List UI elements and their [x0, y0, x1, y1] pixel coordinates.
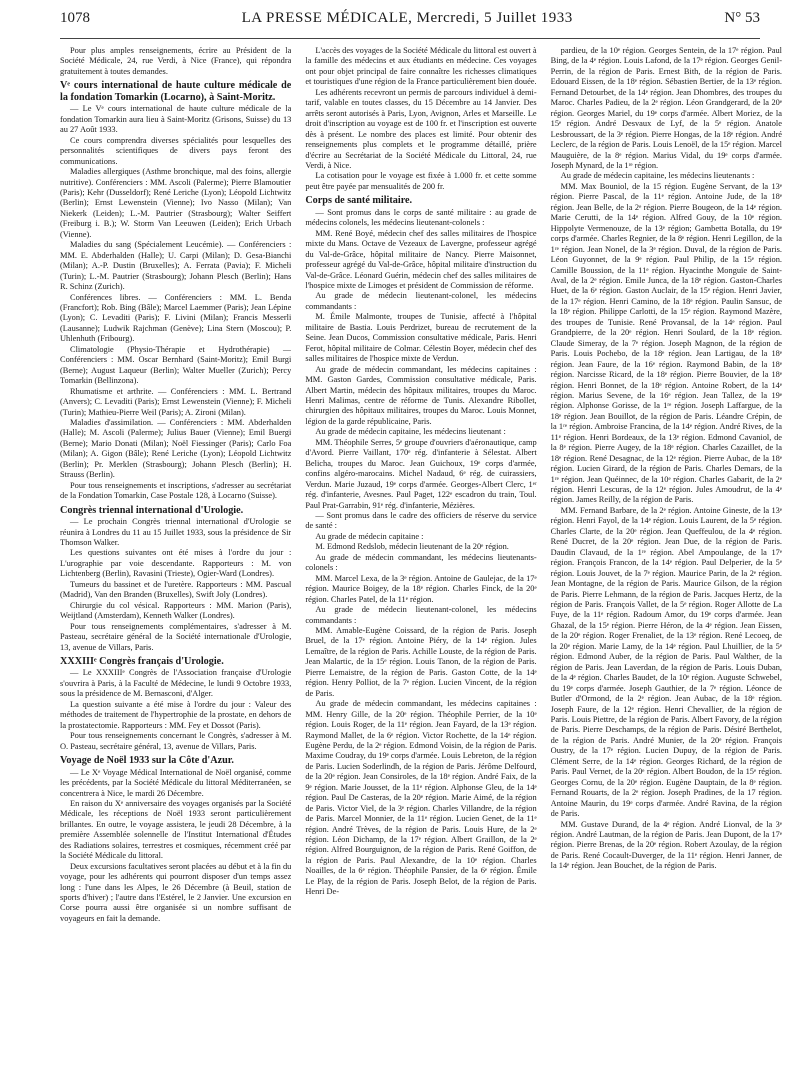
paragraph: Au grade de médecin capitaine :: [315, 531, 424, 541]
section-heading: XXXIIIᵉ Congrès français d'Urologie.: [60, 655, 224, 667]
paragraph: M. Edmond Redslob, médecin lieutenant de la 20ᵉ région.: [315, 542, 509, 552]
paragraph: Les questions suivantes ont été mises à l'ordre du jour : L'urographie par voie descendante. Rapporteurs : M. von Lichtenberg (Berlin), Ravasini (Trieste), Ogier-Ward (Londres).: [60, 548, 292, 579]
paragraph: MM. René Boyé, médecin chef des salles militaires de l'hospice mixte du Mans. Octave de Vezeaux de Lavergne, professeur agrégé du Val-de-Grâce, hôpital militaire de Nancy. Pierre Maisonnet, professeur agrégé du Val-de-Grâce, hôpital militaire d'instruction du Val-de-Grâce. Léonard Guérin, médecin chef des salles militaires de l'hospice mixte de Limoges et président de Commission de réforme.: [305, 228, 537, 291]
paragraph: Maladies allergiques (Asthme bronchique, mal des foins, allergie nutritive). Conférenciers : MM. Ascoli (Palerme); Pierre Blamoutier (Paris); Kehr (Dusseldorf); René Leriche (Lyon); Léopold Lichtwitz (Berlin); Ernst Lewenstein (Vienne); Ivo Nasso (Milan); Van Niekerk (Leiden); L.-M. Pautrier (Strasbourg); Walter Seiffert (Freiburg i. B.); W. Storm Van Leeuwen (Leiden); Erich Urbach (Vienne).: [60, 167, 292, 239]
section-heading: Corps de santé militaire.: [305, 195, 413, 207]
page-number: 1078: [60, 10, 90, 26]
paragraph: Pour plus amples renseignements, écrire au Président de la Société Médicale, 24, rue Verdi, à Nice (France), qui répondra gratuitement à toutes demandes.: [60, 46, 292, 76]
paragraph: MM. Gustave Durand, de la 4ᵉ région. André Lionval, de la 3ᵉ région. André Lautman, de la région de Paris. Jean Dupont, de la 17ᵉ région. Pierre Brenas, de la 20ᵉ région. Robert Azoulay, de la région de Paris. René Cocault-Duverger, de la 11ᵉ région. Henri Janner, de la 14ᵉ région. Jean Bouchet, de la région de Paris.: [550, 819, 782, 871]
paragraph: M. Émile Malmonte, troupes de Tunisie, affecté à l'hôpital militaire de Bastia. Louis Perdrizet, bureau de recrutement de la Seine. Jean Ducos, Commission consultative médicale, Paris. Henri Ferot, hôpital militaire de Colmar. Célestin Boyer, médecin chef des salles militaires de l'hospice mixte de Verdun.: [305, 312, 537, 364]
paragraph: La cotisation pour le voyage est fixée à 1.000 fr. et cette somme peut être payée par mensualités de 200 fr.: [305, 171, 537, 191]
paragraph: Au grade de médecin lieutenant-colonel, les médecins commandants :: [305, 605, 537, 625]
paragraph: — Sont promus dans le cadre des officiers de réserve du service de santé :: [305, 510, 537, 531]
section-heading: Voyage de Noël 1933 sur la Côte d'Azur.: [60, 755, 234, 767]
paragraph: En raison du Xᵉ anniversaire des voyages organisés par la Société Médicale, les réceptions de Noël 1933 seront particulièrement brillantes. En outre, le voyage assistera, le jeudi 28 Décembre, à la première Assemblée solennelle de l'Institut International d'Études des Radiations solaires, terrestres et cosmiques, récemment créé par la Société Médicale du littoral.: [60, 798, 292, 861]
paragraph: Au grade de médecin commandant, les médecins capitaines : MM. Henry Gille, de la 20ᵉ région. Théophile Perrier, de la 10ᵉ région. Louis Roger, de la 11ᵉ région. Jean Fayard, de la 13ᵉ région. Raymond Mallet, de la 6ᵉ région. Victor Rochette, de la 14ᵉ région. Eugène Perdu, de la 2ᵉ région. Edmond Voisin, de la région de Paris. Maxime Coudray, du 19ᵉ corps d'armée. Louis Lebreton, de la région de Paris. Lucien Soderlindh, de la région de Paris. Jérôme Delfourd, de la 20ᵉ région. Jean Consiroles, de la 18ᵉ région. André Faix, de la 9ᵉ région. Marie Jousset, de la 11ᵉ région. Alphonse Gleu, de la 14ᵉ région. Paul De Casteras, de la 20ᵉ région. Marie Aimé, de la région de Paris. Victor Viel, de la 3ᵉ région. Charles Villandre, de la région de Paris. Marcel Monnier, de la 11ᵉ région. Lucien Genet, de la 11ᵉ région. André Trèves, de la région de Paris. Louis Hure, de la 2ᵉ région. Léon Dichamp, de la 17ᵉ région. Albert Graillon, de la 2ᵉ région. Alfred Bourguignon, de la région de Paris. René Goiffon, de la région de Paris. Paul Alexandre, de la 10ᵉ région. Charles Noailles, de la 6ᵉ région. Théophile Pansier, de la 6ᵉ région. Émile Le Play, de la région de Paris. Joseph Belot, de la région de Paris. Henri De-: [305, 699, 537, 897]
paragraph: L'accès des voyages de la Société Médicale du littoral est ouvert à la famille des médecins et aux étudiants en médecine. Ces voyages ont pour objet principal de faire connaître les richesses climatiques et touristiques d'une région de la France particulièrement bien douée.: [305, 46, 537, 87]
paragraph: MM. Max Bouniol, de la 15 région. Eugène Servant, de la 13ᵉ région. Pierre Pascal, de la 11ᵉ région. Antoine Jude, de la 18ᵉ région. Jean Belle, de la 2ᵉ région. Pierre Bougeon, de la 14ᵉ région. Marie Cerutti, de la 14ᵉ région. Alfred Gouy, de la 10ᵉ région. Hippolyte Vermenouze, de la 13ᵉ région; Gambetta Botalla, du 19ᵉ corps d'armée. Charles Regnier, de la 8ᵉ région. Henri Legillon, de la 1ʳᵉ région. Jean Nonel, de la 3ᵉ région. Duval, de la région de Paris. Léon Guyonnet, de la 9ᵉ région. Paul Philip, de la 15ᵉ région. Camille Boussion, de la 11ᵉ région. Hyacinthe Monguïe de Saint-Aval, de la 2ᵉ région. Emile Junca, de la 18ᵉ région. Gaston-Charles Huet, de la 6ᵉ région. Gaston Auclair, de la 15ᵉ région. Henri Javier, de la 17ᵉ région. Henri Camino, de la 18ᵉ région. Paulin Sansuc, de la 18ᵉ région. Philippe Carlotti, de la 15ᵉ région. Raymond Mazère, des troupes de Tunisie. René Provansal, de la 14ᵉ région. Paul Grandpierre, de la 20ᵉ région. Henri Soulard, de la 18ᵉ région. Claude Simeray, de la 7ᵉ région. Joseph Magnon, de la région de Paris. Louis Pochebo, de la 18ᵉ région. Jean Lartigau, de la 18ᵉ région. Jean Faure, de la 16ᵉ région. Raymond Babin, de la 18ᵉ région. Narcisse Ricard, de la 18ᵉ région. Pierre Bouvier, de la 18ᵉ région. Henri Bonnet, de la 18ᵉ région. Antoine Robert, de la 14ᵉ région. Marius Sevene, de la 16ᵉ région. Jean Tallez, de la 19ᵉ région. Alphonse Gorisse, de la 1ʳᵉ région. Joseph Laffargue, de la 18ᵉ région. Jean Bouillot, de la région de Paris. Léandre Crépin, de la 1ʳᵉ région. Ambroise Francina, de la 14ᵉ région. André Rives, de la 11ᵉ région. Henri Bordeaux, de la 13ᵉ région. Edmond Cavaniol, de la 8ᵉ région. Pierre Augey, de la 18ᵉ région. Charles Cazaillet, de la 18ᵉ région. René Desagnac, de la 12ᵉ région. Pierre Aubac, de la 18ᵉ région. Lucien Girard, de la région de Paris. Charles Demars, de la 1ʳᵉ région. Jean Quéinnec, de la 10ᵉ région. Charles Gabarit, de la 2ᵉ région. Henri Lescuras, de la 12ᵉ région. Jules Amoudrut, de la 4ᵉ région. James Reilly, de la région de Paris.: [550, 181, 782, 505]
paragraph: MM. Amable-Eugène Coissard, de la région de Paris. Joseph Bruel, de la 17ᵉ région. Antoine Piéry, de la 14ᵉ région. Jules Lemaître, de la région de Paris. Achille Louste, de la région de Paris. Jean Malartic, de la 15ᵉ région. Louis Tanon, de la région de Paris. Pierre Lemaistre, de la région de Paris. Gaston Cotte, de la 14ᵉ région. Henry Polliot, de la 7ᵉ région. Lucien Vincent, de la région de Paris.: [305, 625, 537, 698]
paragraph: — Le XXXIIIᵉ Congrès de l'Association française d'Urologie s'ouvrira à Paris, à la Faculté de Médecine, le lundi 9 Octobre 1933, sous la présidence de M. Bernasconi, d'Alger.: [60, 668, 292, 699]
paragraph: Au grade de médecin lieutenant-colonel, les médecins commandants :: [305, 291, 537, 311]
paragraph: — Le Xᵉ Voyage Médical International de Noël organisé, comme les précédents, par la Société Médicale du littoral Méditerranéen, se concentrera à Nice, le mardi 26 Décembre.: [60, 767, 292, 798]
paragraph: — Le Vᵉ cours international de haute culture médicale de la fondation Tomarkin aura lieu à Saint-Moritz (Grisons, Suisse) du 13 au 27 Août 1933.: [60, 104, 292, 135]
paragraph: Au grade de médecin capitaine, les médecins lieutenants :: [560, 171, 755, 181]
paragraph: MM. Théophile Serres, 5ᵉ groupe d'ouvriers d'aéronautique, camp d'Avord. Pierre Vaillant, 170ᵉ rég. d'infanterie à Sélestat. Albert Belicha, troupes du Maroc. Jean Guichoux, 19ᵉ corps d'armée, confins algéro-marocains. Michel Nadaud, 6ᵉ rég. de cuirassiers, Verdun. Marie Juzaud, 19ᵉ corps d'armée. Georges-Albert Clerc, 1ᵉʳ rég. d'infanterie, Avesnes. Paul Paget, 122ᵉ escadron du train, Toul. Paul Prat-Garrabin, 91ᵉ rég. d'infanterie, Mézières.: [305, 437, 537, 510]
paragraph: Climatologie (Physio-Thérapie et Hydrothérapie) — Conférenciers : MM. Oscar Bernhard (Saint-Moritz); Emil Burgi (Berne); August Laqueur (Berlin); Walter Mueller (Zurich); Percy Tomarkin (Bellinzona).: [60, 344, 292, 386]
paragraph: Conférences libres. — Conférenciers : MM. L. Benda (Francfort); Rob. Bing (Bâle); Marcel Laemmer (Paris); Jean Lépine (Lyon); C. Levaditi (Paris); F. Livini (Milan); Francis Messerli (Lausanne); Ludwik Rajchman (Genève); Lina Stern (Moscou); P. Uhlenhuth (Fribourg).: [60, 292, 292, 344]
paragraph: Pour tous renseignements concernant le Congrès, s'adresser à M. O. Pasteau, secrétaire général, 13, avenue de Villars, Paris.: [60, 731, 292, 751]
column-1: [60, 46, 291, 1068]
paragraph: MM. Marcel Lexa, de la 3ᵉ région. Antoine de Gaulejac, de la 17ᵉ région. Maurice Boigey, de la 18ᵉ région. Charles Finck, de la 20ᵉ région. Charles Patel, de la 11ᵉ région.: [305, 573, 537, 604]
article-columns: [60, 46, 782, 1068]
paragraph: Au grade de médecin commandant, les médecins lieutenants-colonels :: [305, 552, 537, 573]
paragraph: Au grade de médecin capitaine, les médecins lieutenant :: [315, 427, 506, 437]
paragraph: Tumeurs du bassinet et de l'uretère. Rapporteurs : MM. Pascual (Madrid), Van den Branden (Bruxelles), Swift Joly (Londres).: [60, 579, 292, 600]
paragraph: — Le prochain Congrès triennal international d'Urologie se réunira à Londres du 11 au 15 Juillet 1933, sous la présidence de Sir Thomson Walker.: [60, 517, 292, 547]
paragraph: Au grade de médecin commandant, les médecins capitaines : MM. Gaston Gardes, Commission consultative médicale, Paris. Albert Martin, médecin des hôpitaux militaires, troupes du Maroc. Henri Malimas, centre de réforme de Tunis. Alexandre Ribollet, chirurgien des hôpitaux militaires, troupes du Maroc. Louis Monnet, légion de la garde républicaine, Paris.: [305, 364, 537, 426]
paragraph: La question suivante a été mise à l'ordre du jour : Valeur des méthodes de traitement de l'hypertrophie de la prostate, en dehors de la prostatectomie. Rapporteurs : MM. Fey et Dossot (Paris).: [60, 699, 292, 730]
issue-number: N° 53: [724, 10, 760, 26]
page-header: [60, 10, 760, 39]
paragraph: Rhumatisme et arthrite. — Conférenciers : MM. L. Bertrand (Anvers); C. Levaditi (Paris); Ernst Lewenstein (Vienne); F. Micheli (Turin); Mathieu-Pierre Weil (Paris); A. Zironi (Milan).: [60, 386, 292, 417]
paragraph: Ce cours comprendra diverses spécialités pour lesquelles des personnalités scientifiques de divers pays feront des communications.: [60, 135, 292, 166]
paragraph: Les adhérents recevront un permis de parcours individuel à demi-tarif, valable en toutes classes, du 15 Décembre au 14 Janvier. Des arrêts seront autorisés à Paris, Lyon, Avignon, Arles et Marseille. Le droit d'inscription au voyage est de 100 fr. et l'inscription est ouverte dès à présent. Le nombre des places est limité. Pour obtenir des renseignements plus complets et le programme détaillé, prière d'écrire au Secrétariat de la Société Médicale du Littoral, 24, rue Verdi, à Nice.: [305, 87, 537, 170]
paragraph: Maladies d'assimilation. — Conférenciers : MM. Abderhalden (Halle); M. Ascoli (Palerme); Julius Bauer (Vienne); Emil Buergi (Berne); Mario Donati (Milan); Noël Fiessinger (Paris); Carlo Foa (Milan); A. Gigon (Bâle); René Leriche (Lyon); Léopold Lichtwitz (Berlin); Pr. Merklen (Strasbourg); Johann Plesch (Berlin); H. Strauss (Berlin).: [60, 417, 292, 480]
section-heading: Vᵉ cours international de haute culture médicale de la fondation Tomarkin (Locarno), à Saint-Moritz.: [60, 80, 292, 103]
column-3: [551, 46, 782, 1068]
section-heading: Congrès triennal international d'Urologie.: [60, 504, 244, 516]
paragraph: Maladies du sang (Spécialement Leucémie). — Conférenciers : MM. E. Abderhalden (Halle); U. Carpi (Milan); D. Gesa-Bianchi (Milan); A.-P. Dustin (Bruxelles); A. Ferrata (Pavia); F. Micheli (Turin); L.-M. Pautrier (Strasbourg); Johann Plesch (Berlin); Hans R. Schinz (Zurich).: [60, 240, 292, 292]
paragraph: MM. Fernand Barbare, de la 2ᵉ région. Antoine Gineste, de la 13ᵉ région. Henri Fayol, de la 14ᵉ région. Louis Laurent, de la 5ᵉ région. Charles Clarte, de la 20ᵉ région. Jean Queffeulou, de la 4ᵉ région. René Ducret, de la 20ᵉ région. Jean Due, de la région de Paris. Daudin Clavaud, de la 1ʳᵉ région. Abel Ampoulange, de la 17ᵉ région. François Francon, de la 14ᵉ région. Paul Delperier, de la 5ᵉ région. Louis Jouvet, de la 7ᵉ région. Maurice Parin, de la 2ᵉ région. Jean Montagne, de la région de Paris. Maurice Gilson, de la région de Paris. Pierre Lehmann, de la région de Paris. Jacques Hertz, de la région de Paris. François Vallet, de la 5ᵉ région. Roger Allotte de La Fuye, de la 11ᵉ région. Radoum Amor, du 19ᵉ corps d'armée. Jean Ghazal, de la 15ᵉ région. Pierre Héron, de la 4ᵉ région. Jean Eissen, de la 20ᵉ région. Roger Frenaliet, de la 13ᵉ région. René Lecoeq, de la 20ᵉ région. Marie Lamy, de la 14ᵉ région. Paul Lhuillier, de la 5ᵉ région. Edmond Auber, de la région de Paris. Paul Walther, de la région de Paris. Jean Laverdan, de la région de Paris. Louis Duban, de la 4ᵉ région. Charles Baudet, de la 10ᵉ région. Auguste Schwebel, du 19ᵉ corps d'armée. Joseph Gauthier, de la 7ᵉ région. Léonce de Butler d'Ormond, de la 2ᵉ région. Jean Aubac, de la 18ᵉ région. Joseph Faure, de la 12ᵉ région. Henri Chevallier, de la région de Paris. Louis Piettre, de la région de Paris. Albert Favory, de la région de Paris. Pierre Deschamps, de la région de Paris. Désiré Berthelot, de la région de Paris. André Munier, de la 20ᵉ région. François Oustry, de la 17ᵉ région. Lucien Dupuy, de la région de Paris. Clément Serre, de la 14ᵉ région. Georges Richard, de la région de Paris. Paul Vernet, de la 20ᵉ région. Albert Boudon, de la 15ᵉ région. Georges Cornu, de la 20ᵉ région. Eugène Dauptain, de la 8ᵉ région. Fernand Rouarts, de la 2ᵉ région. Joseph Pradines, de la 17 région. Antoine Maurin, du 19ᵉ corps d'armée. André Ravina, de la région de Paris.: [550, 505, 782, 819]
paragraph: pardieu, de la 10ᵉ région. Georges Sentein, de la 17ᵉ région. Paul Bing, de la 4ᵉ région. Louis Lafond, de la 17ᵉ région. Georges Genil-Perrin, de la région de Paris. Ernest Bith, de la région de Paris. Edouard Eissen, de la 18ᵉ région. Sébastien Bertier, de la 13ᵉ région. Fernand Detourbet, de la 14ᵉ région. Jean Dhombres, des troupes du Maroc. Charles Padieu, de la 2ᵉ région. Léon Grandgerard, de la 20ᵉ région. Georges Mariel, du 19ᵉ corps d'armée. Albert Moriez, de la 15ᵉ région. André Desvaux de Lyf, de la 5ᵉ région. Anatole Lesbroussart, de la 3ᵉ région. Pierre Hongas, de la 18ᵉ région. André Leclerc, de la région de Paris. Louis Lenoël, de la 15ᵉ région. Marcel Mauguière, de la 8ᵉ région. Marius Vidal, du 19ᵉ corps d'armée. Joseph Mynard, de la 1ʳᵉ région.: [550, 46, 782, 170]
paragraph: Deux excursions facultatives seront placées au début et à la fin du voyage, pour les adhérents qui pourront disposer d'un temps assez long : l'une dans les Alpes, le 26 Décembre (à Beuil, station de sports d'hiver) ; l'autre dans l'Estérel, le 2 Janvier. Une excursion en Corse pourra aussi être organisée si un nombre suffisant de voyageurs en fait la demande.: [60, 861, 292, 923]
journal-title: LA PRESSE MÉDICALE, Mercredi, 5 Juillet 1933: [241, 10, 573, 26]
column-2: [305, 46, 536, 1068]
paragraph: — Sont promus dans le corps de santé militaire : au grade de médecins colonels, les médecins lieutenant-colonels :: [305, 207, 537, 228]
paragraph: Pour tous renseignements et inscriptions, s'adresser au secrétariat de la Fondation Tomarkin, Case Postale 128, à Locarno (Suisse).: [60, 480, 292, 501]
paragraph: Chirurgie du col vésical. Rapporteurs : MM. Marion (Paris), Weijtland (Amsterdam), Kenneth Walker (Londres).: [60, 600, 292, 621]
paragraph: Pour tous renseignements complémentaires, s'adresser à M. Pasteau, secrétaire général de la Société internationale d'Urologie, 13, avenue de Villars, Paris.: [60, 621, 292, 652]
